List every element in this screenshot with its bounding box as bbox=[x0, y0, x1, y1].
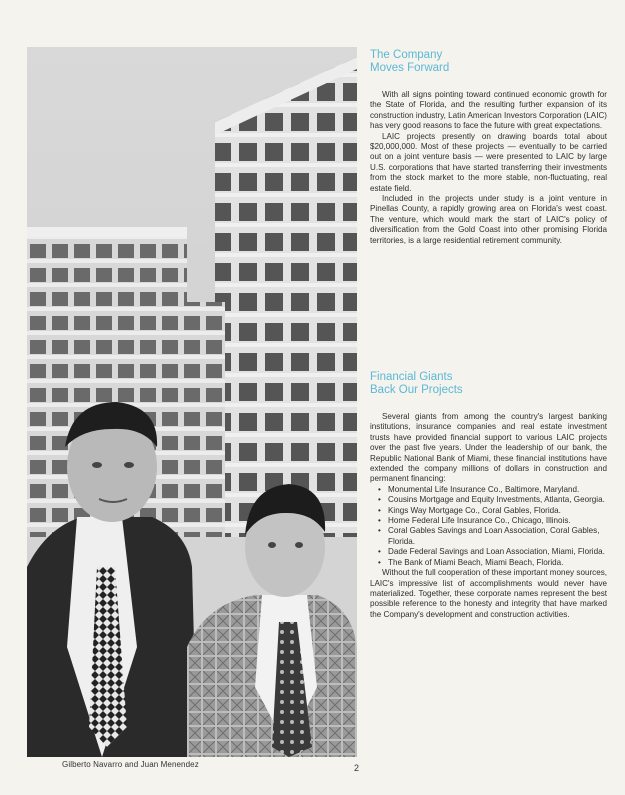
list-item bbox=[370, 506, 607, 516]
paragraph: LAIC projects presently on drawing boards total about $20,000,000. Most of these projects — eventually to be carried out on a joint venture basis — were presented to LAIC by large U.S. corporations that have started transferring their investments from the stock market to the more stable, non-fluctuating, real estate field. bbox=[370, 131, 607, 193]
financial-giants-section bbox=[370, 371, 607, 620]
heading-line-1: The Company bbox=[370, 49, 443, 61]
closing-paragraph: Without the full cooperation of these important money sources, LAIC's impressive list of accomplishments would never have materialized. Together, these corporate names represent the best possible reference to the honesty and integrity that have marked the Company's development and construction activities. bbox=[370, 568, 607, 619]
bullet-icon: • bbox=[378, 505, 381, 515]
heading-line-2: Back Our Projects bbox=[370, 383, 463, 396]
company-moves-forward-section bbox=[370, 49, 607, 246]
list-item-text: Coral Gables Savings and Loan Association, Coral Gables, Florida. bbox=[388, 526, 600, 546]
list-item bbox=[370, 485, 607, 495]
section-heading bbox=[370, 371, 607, 396]
list-item-text: Monumental Life Insurance Co., Baltimore, Maryland. bbox=[388, 484, 580, 494]
bullet-icon: • bbox=[378, 516, 381, 526]
photo-illustration bbox=[27, 47, 357, 757]
heading-line-1: Financial Giants bbox=[370, 371, 453, 383]
page-number: 2 bbox=[354, 763, 360, 773]
lender-list bbox=[370, 485, 607, 568]
paragraph: Included in the projects under study is a joint venture in Pinellas County, a rapidly growing area on Florida's west coast. The venture, which would mark the start of LAIC's policy of diversification from the Gold Coast into other promising Florida territories, is a large residential retirement community. bbox=[370, 194, 607, 245]
heading-line-2: Moves Forward bbox=[370, 61, 450, 74]
paragraph: With all signs pointing toward continued economic growth for the State of Florida, and the resulting further expansion of its construction industry, Latin American Investors Corporation (LAIC) has very good reasons to face the future with great expectations. bbox=[370, 90, 607, 131]
list-item bbox=[370, 526, 607, 547]
list-item bbox=[370, 558, 607, 568]
bullet-icon: • bbox=[378, 484, 381, 494]
executives-photo bbox=[27, 47, 357, 757]
bullet-icon: • bbox=[378, 557, 381, 567]
list-item-text: The Bank of Miami Beach, Miami Beach, Florida. bbox=[388, 557, 564, 567]
bullet-icon: • bbox=[378, 495, 381, 505]
list-item bbox=[370, 547, 607, 557]
list-item-text: Dade Federal Savings and Loan Association, Miami, Florida. bbox=[388, 547, 605, 557]
list-item bbox=[370, 495, 607, 505]
list-item bbox=[370, 516, 607, 526]
section-heading bbox=[370, 49, 607, 74]
list-item-text: Home Federal Life Insurance Co., Chicago, Illinois. bbox=[388, 516, 571, 526]
bullet-icon: • bbox=[378, 526, 381, 536]
bullet-icon: • bbox=[378, 547, 381, 557]
list-item-text: Cousins Mortgage and Equity Investments, Atlanta, Georgia. bbox=[388, 495, 605, 505]
photo-caption: Gilberto Navarro and Juan Menendez bbox=[62, 760, 199, 769]
list-item-text: Kings Way Mortgage Co., Coral Gables, Florida. bbox=[388, 505, 561, 515]
intro-paragraph: Several giants from among the country's largest banking institutions, insurance companies and real estate investment trusts have provided financial support to various LAIC projects over the past five years. Under the leadership of our bank, the Republic National Bank of Miami, these financial institutions have extended the company millions of dollars in construction and permanent financing: bbox=[370, 412, 607, 484]
